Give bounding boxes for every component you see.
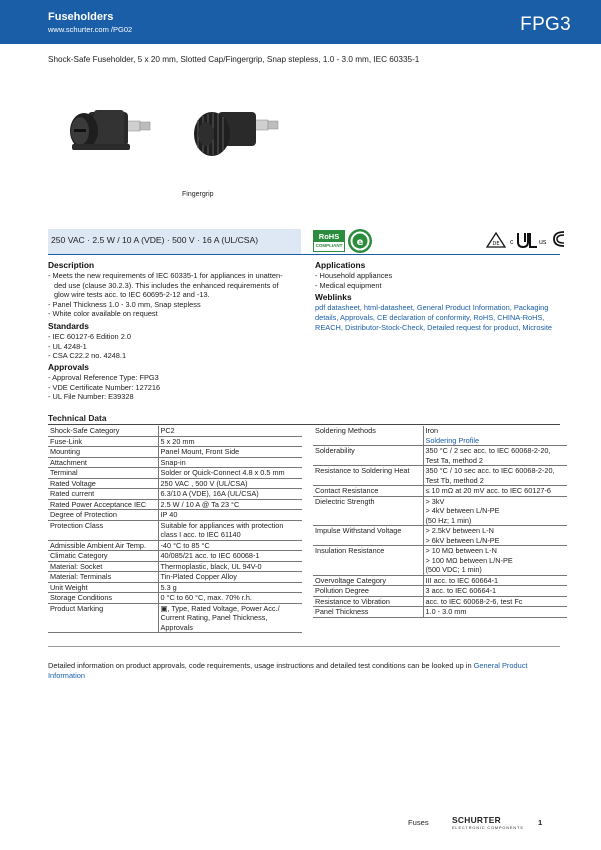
spec-row [48, 468, 302, 479]
soldering-profile-link[interactable]: Soldering Profile [425, 435, 480, 445]
spec-label: Protection Class [48, 520, 158, 540]
description-item: glow wire tests acc. to IEC 60695-2-12 and -13. [54, 290, 210, 300]
spec-value [158, 603, 302, 633]
spec-label: Pollution Degree [313, 586, 423, 597]
description-item: - White color available on request [48, 309, 158, 319]
standards-item: - IEC 60127-6 Edition 2.0 [48, 331, 131, 341]
spec-value-text: Suitable for appliances with protection class I acc. to IEC 61140 [160, 520, 284, 539]
svg-text:DE: DE [492, 241, 500, 247]
note-divider [48, 646, 560, 647]
weblinks-section [315, 292, 567, 334]
spec-row [313, 546, 567, 576]
spec-label: Contact Resistance [313, 486, 423, 497]
spec-value-text: > 2.5kV between L-N > 6kV between L/N-PE [425, 526, 500, 545]
spec-value [158, 520, 302, 540]
spec-value-text: Tin-Plated Copper Alloy [160, 572, 237, 581]
product-code: FPG3 [520, 14, 571, 35]
spec-row [313, 575, 567, 586]
spec-label: Fuse-Link [48, 436, 158, 447]
spec-value-text: Iron [425, 426, 439, 435]
spec-label: Rated Voltage [48, 478, 158, 489]
image-caption: Fingergrip [182, 191, 214, 198]
spec-value-text: 1.0 - 3.0 mm [425, 607, 467, 616]
spec-value-text: 350 °C / 10 sec acc. to IEC 60068-2-20, Test Tb, method 2 [425, 466, 555, 485]
spec-value [423, 596, 567, 607]
spec-row [48, 593, 302, 604]
spec-row [313, 607, 567, 618]
spec-value [423, 526, 567, 546]
page-number: 1 [538, 818, 543, 827]
spec-value-text: III acc. to IEC 60664-1 [425, 575, 499, 585]
spec-row [48, 551, 302, 562]
spec-label: Rated Power Acceptance IEC [48, 499, 158, 510]
weblinks-list[interactable]: pdf datasheet, html-datasheet, General Product Information, Packaging details, Approvals, CE declaration of conformity, RoHS, CHINA-RoHS, REACH, Distributor-Stock-Check, Detailed request for product, Microsite [315, 302, 552, 333]
spec-label: Insulation Resistance [313, 546, 423, 576]
approvals-item: - VDE Certificate Number: 127216 [48, 382, 161, 392]
spec-value-text: 2.5 W / 10 A @ Ta 23 °C [160, 499, 240, 509]
description-item: - Meets the new requirements of IEC 60335-1 for appliances in unatten- [48, 270, 283, 280]
spec-value-text: IP 40 [160, 510, 178, 519]
ratings-band: 250 VAC · 2.5 W / 10 A (VDE) · 500 V · 16 A (UL/CSA) [48, 229, 301, 254]
schurter-logo [452, 815, 524, 831]
spec-label: Storage Conditions [48, 593, 158, 604]
spec-row [313, 466, 567, 486]
spec-label: Material: Socket [48, 561, 158, 572]
spec-label: Climatic Category [48, 551, 158, 562]
spec-value-text: ▣, Type, Rated Voltage, Power Acc./ Current Rating, Panel Thickness, Approvals [160, 603, 280, 632]
spec-value [158, 478, 302, 489]
spec-row [48, 489, 302, 500]
spec-row [313, 586, 567, 597]
spec-label: Solderability [313, 446, 423, 466]
spec-value-text: ≤ 10 mΩ at 20 mV acc. to IEC 60127-6 [425, 486, 551, 495]
spec-value [158, 561, 302, 572]
spec-value-text: Solder or Quick-Connect 4.8 x 0.5 mm [160, 468, 285, 477]
standards-item: - CSA C22.2 no. 4248.1 [48, 351, 127, 361]
spec-value [158, 551, 302, 562]
spec-value [158, 457, 302, 468]
spec-row [313, 486, 567, 497]
spec-value [423, 466, 567, 486]
spec-label: Terminal [48, 468, 158, 479]
spec-value-text: PC2 [160, 426, 175, 435]
description-title: Description [48, 260, 95, 270]
schurter-brand-sub: ELECTRONIC COMPONENTS [452, 825, 524, 830]
spec-value [423, 586, 567, 597]
spec-label: Dielectric Strength [313, 496, 423, 526]
applications-title: Applications [315, 260, 366, 270]
spec-label: Soldering Methods [313, 426, 423, 446]
header-bar [0, 0, 601, 44]
spec-row [48, 426, 302, 436]
description-section [48, 260, 308, 319]
spec-row [48, 520, 302, 540]
general-info-note [48, 661, 563, 681]
description-item: - Panel Thickness 1.0 - 3.0 mm, Snap stepless [48, 299, 201, 309]
spec-value-text: > 3kV > 4kV between L/N-PE (50 Hz; 1 min) [425, 496, 500, 525]
product-photo-slotted [64, 104, 160, 162]
spec-label: Overvoltage Category [313, 575, 423, 586]
spec-label: Admissible Ambient Air Temp. [48, 540, 158, 551]
spec-row [48, 572, 302, 583]
china-rohs-icon [347, 228, 373, 254]
spec-row [313, 496, 567, 526]
approvals-section [48, 362, 308, 402]
spec-row [48, 499, 302, 510]
svg-text:e: e [356, 237, 364, 248]
spec-value [158, 447, 302, 458]
csa-icon [552, 230, 566, 248]
ul-recognized-logo [510, 230, 554, 250]
product-subtitle: Shock-Safe Fuseholder, 5 x 20 mm, Slotted Cap/Fingergrip, Snap stepless, 1.0 - 3.0 mm, IEC 60335-1 [48, 55, 420, 64]
spec-value [158, 489, 302, 500]
spec-value [158, 582, 302, 593]
spec-value [158, 468, 302, 479]
spec-value-text: 3 acc. to IEC 60664-1 [425, 586, 497, 595]
spec-value-text: Thermoplastic, black, UL 94V-0 [160, 561, 262, 571]
spec-row [48, 457, 302, 468]
spec-value [158, 593, 302, 604]
spec-label: Degree of Protection [48, 510, 158, 521]
rohs-logo [313, 230, 345, 252]
spec-value-text: 250 VAC , 500 V (UL/CSA) [160, 478, 248, 488]
spec-value-text: 0 °C to 60 °C, max. 70% r.h. [160, 593, 252, 602]
spec-value-text: 5 x 20 mm [160, 436, 195, 446]
spec-row [48, 447, 302, 458]
spec-label: Mounting [48, 447, 158, 458]
spec-value [158, 499, 302, 510]
spec-value-text: -40 °C to 85 °C [160, 540, 210, 550]
standards-section [48, 321, 308, 361]
spec-row [48, 582, 302, 593]
spec-value-text: Snap-in [160, 457, 186, 467]
spec-value-text: Panel Mount, Front Side [160, 447, 240, 456]
spec-row [313, 596, 567, 607]
spec-value-text: 5.3 g [160, 582, 177, 592]
spec-label: Rated current [48, 489, 158, 500]
spec-label: Resistance to Soldering Heat [313, 466, 423, 486]
ul-mark-icon [516, 231, 538, 249]
spec-row [48, 478, 302, 489]
spec-value [158, 540, 302, 551]
technical-data-title: Technical Data [48, 413, 107, 423]
spec-row [48, 510, 302, 521]
technical-data-table-right [313, 426, 567, 618]
spec-row [48, 561, 302, 572]
schurter-brand: SCHURTER [452, 815, 501, 825]
general-product-information-link[interactable]: General Product Information [48, 661, 528, 680]
ratings-divider [48, 254, 560, 255]
spec-row [48, 603, 302, 633]
spec-label: Panel Thickness [313, 607, 423, 618]
spec-value [158, 436, 302, 447]
spec-value-text: > 10 MΩ between L-N > 100 MΩ between L/N-PE (500 VDC; 1 min) [425, 546, 513, 574]
approvals-item: - UL File Number: E39328 [48, 392, 134, 402]
spec-value [423, 486, 567, 497]
ul-c-label: c [510, 239, 514, 246]
standards-item: - UL 4248-1 [48, 341, 87, 351]
spec-value [423, 607, 567, 618]
spec-label: Shock-Safe Category [48, 426, 158, 436]
rohs-logo-subtext: COMPLIANT [315, 243, 343, 248]
spec-label: Unit Weight [48, 582, 158, 593]
header-url[interactable]: www.schurter.com /PG02 [48, 25, 133, 34]
spec-value-text: 40/085/21 acc. to IEC 60068-1 [160, 551, 260, 560]
spec-value-text: acc. to IEC 60068-2-6, test Fc [425, 596, 523, 606]
spec-label: Resistance to Vibration [313, 596, 423, 607]
applications-section [315, 260, 565, 290]
spec-value [423, 496, 567, 526]
applications-item: - Medical equipment [315, 280, 382, 290]
spec-label: Material: Terminals [48, 572, 158, 583]
spec-value [423, 446, 567, 466]
spec-value [423, 575, 567, 586]
spec-label: Product Marking [48, 603, 158, 633]
rohs-logo-text: RoHS [314, 231, 344, 242]
spec-value [423, 546, 567, 576]
approvals-title: Approvals [48, 362, 89, 372]
spec-row [313, 446, 567, 466]
spec-row [313, 426, 567, 446]
spec-value-text: 6.3/10 A (VDE), 16A (UL/CSA) [160, 489, 259, 498]
spec-value [158, 510, 302, 521]
technical-data-divider [48, 424, 560, 425]
weblinks-title: Weblinks [315, 292, 352, 302]
spec-row [313, 526, 567, 546]
spec-label: Impulse Withstand Voltage [313, 526, 423, 546]
category-title: Fuseholders [48, 11, 114, 23]
description-item: ded use (clause 30.2.3). This includes the enhanced requirements of [54, 280, 279, 290]
technical-data-table-left [48, 426, 302, 633]
standards-title: Standards [48, 321, 89, 331]
approvals-item: - Approval Reference Type: FPG3 [48, 372, 159, 382]
applications-item: - Household appliances [315, 270, 393, 280]
product-photo-fingergrip [188, 106, 284, 170]
spec-value [158, 426, 302, 436]
footer-section-label: Fuses [408, 818, 429, 827]
spec-row [48, 436, 302, 447]
spec-value [158, 572, 302, 583]
spec-label: Attachment [48, 457, 158, 468]
spec-row [48, 540, 302, 551]
ul-us-label: us [539, 239, 547, 246]
spec-value-text: 350 °C / 2 sec acc. to IEC 60068-2-20, Test Ta, method 2 [425, 446, 551, 465]
note-text: Detailed information on product approvals, code requirements, usage instructions and detailed test conditions can be looked up in [48, 661, 472, 670]
spec-value [423, 426, 567, 446]
vde-triangle-icon [486, 232, 506, 248]
